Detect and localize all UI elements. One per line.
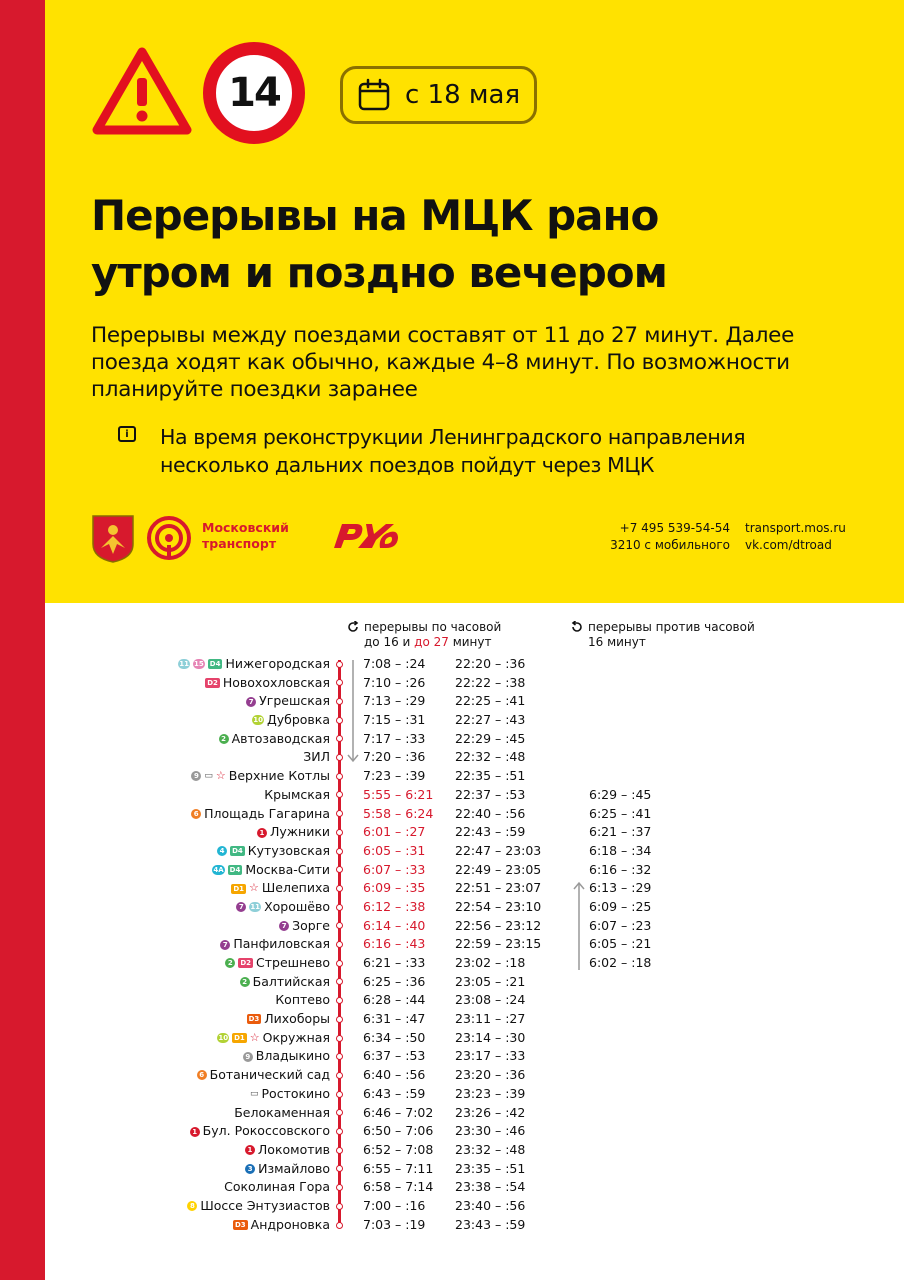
date-badge — [340, 66, 537, 124]
cw-header-part-b: до 27 — [414, 635, 449, 649]
station-dot — [336, 960, 343, 967]
contact-sites — [745, 520, 846, 554]
ccw-header-line-2: 16 минут — [588, 635, 646, 649]
station-name-cell — [212, 861, 330, 880]
station-dot — [336, 1203, 343, 1210]
line-badge-icon: 4 — [217, 846, 227, 856]
station-dot — [336, 1222, 343, 1229]
cw-evening-time: 22:56 – 23:12 — [455, 917, 542, 933]
station-name-cell — [190, 1122, 330, 1141]
ccw-morning-time: 6:02 – :18 — [589, 955, 652, 970]
station-name-cell — [279, 917, 330, 936]
table-row — [100, 1085, 800, 1104]
station-name: Стрешнево — [256, 955, 330, 970]
line-badge-icon: 4A — [213, 865, 224, 874]
line-badge-icon: D1 — [234, 1034, 245, 1043]
line-badge-icon: 11 — [250, 903, 261, 912]
site-transport: transport.mos.ru — [745, 521, 846, 535]
station-name: Крымская — [264, 786, 330, 802]
ccw-morning-time: 6:16 – :32 — [589, 861, 652, 877]
cw-evening-time: 23:30 – :46 — [455, 1123, 526, 1139]
cw-morning-time: 6:05 – :31 — [363, 842, 426, 858]
station-dot — [336, 717, 343, 724]
station-name-cell — [250, 1085, 330, 1104]
station-dot — [336, 848, 343, 855]
line-badge-icon: D2 — [207, 679, 218, 688]
ccw-header — [588, 620, 755, 650]
station-dot — [336, 1072, 343, 1079]
station-name: Панфиловская — [233, 936, 330, 952]
table-row — [100, 1141, 800, 1160]
line-badge-icon: 10 — [253, 716, 263, 725]
cw-morning-time: 5:55 – 6:21 — [363, 786, 434, 802]
table-row — [100, 1104, 800, 1123]
line-badge-icon: 3 — [245, 1164, 255, 1174]
station-name: Хорошёво — [264, 898, 330, 914]
table-row — [100, 786, 800, 805]
cw-evening-time: 22:27 – :43 — [455, 712, 526, 728]
cw-morning-time: 6:43 – :59 — [363, 1085, 426, 1101]
station-name-cell — [240, 973, 330, 992]
station-name: Белокаменная — [234, 1104, 330, 1120]
info-note-line-1: На время реконструкции Ленинградского направления — [160, 425, 746, 449]
cw-morning-time: 6:31 – :47 — [363, 1011, 426, 1027]
table-row — [100, 1197, 800, 1216]
cw-morning-time: 6:09 – :35 — [363, 880, 426, 896]
station-name-cell — [217, 842, 330, 861]
lead-line-2: поезда ходят как обычно, каждые 4–8 минут. По возможности — [91, 350, 790, 375]
train-icon: ▭ — [250, 1088, 259, 1099]
cw-morning-time: 6:37 – :53 — [363, 1048, 426, 1064]
station-name-cell — [303, 748, 330, 767]
cw-evening-time: 22:20 – :36 — [455, 656, 526, 671]
cw-morning-time: 7:20 – :36 — [363, 749, 426, 765]
moscow-coat-of-arms-icon — [91, 514, 135, 564]
cw-morning-time: 6:14 – :40 — [363, 917, 426, 933]
station-name-cell — [236, 898, 330, 917]
cw-header — [364, 620, 501, 650]
station-name: Лужники — [269, 824, 330, 840]
ccw-morning-time: 6:05 – :21 — [589, 936, 652, 952]
rzd-logo-icon — [328, 518, 402, 552]
moscow-transport-logo-icon — [146, 515, 192, 561]
station-name: Москва-Сити — [245, 861, 330, 877]
line-badge-icon: 10 — [218, 1034, 229, 1043]
table-row — [100, 973, 800, 992]
line-badge-icon: 15 — [194, 660, 204, 669]
station-name-cell — [245, 1141, 330, 1160]
station-dot — [336, 1016, 343, 1023]
cw-evening-time: 23:43 – :59 — [455, 1216, 526, 1232]
star-icon: ☆ — [249, 1030, 260, 1044]
cw-evening-time: 23:38 – :54 — [455, 1179, 526, 1195]
cw-evening-time: 23:05 – :21 — [455, 973, 526, 989]
station-name-cell — [219, 730, 330, 749]
line-badge-icon: 2 — [219, 734, 229, 744]
station-name-cell — [233, 1216, 330, 1235]
station-name: Зорге — [292, 917, 330, 933]
phone-main: +7 495 539-54-54 — [619, 521, 730, 535]
cw-evening-time: 23:11 – :27 — [455, 1011, 526, 1027]
sign-number: 14 — [228, 70, 280, 116]
cw-header-part-a: до 16 и — [364, 635, 415, 649]
line-badge-icon: 1 — [190, 1127, 200, 1137]
station-dot — [336, 698, 343, 705]
warning-icon — [92, 46, 192, 138]
ccw-morning-time: 6:29 – :45 — [589, 786, 652, 802]
station-name-cell — [197, 1066, 330, 1085]
station-dot — [336, 904, 343, 911]
station-name: Андроновка — [250, 1216, 330, 1232]
table-row — [100, 655, 800, 674]
lead-text — [91, 322, 881, 403]
cw-header-line-2 — [364, 635, 501, 650]
station-name-cell — [231, 879, 330, 898]
line-badge-icon: 9 — [243, 1052, 253, 1062]
site-vk: vk.com/dtroad — [745, 538, 832, 552]
station-name-cell — [187, 1197, 330, 1216]
cw-header-line-1: перерывы по часовой — [364, 620, 502, 634]
info-note — [160, 423, 860, 479]
date-label: с 18 мая — [405, 80, 521, 110]
ccw-header-line-1: перерывы против часовой — [588, 620, 755, 634]
cw-morning-time: 5:58 – 6:24 — [363, 805, 434, 821]
star-icon: ☆ — [249, 881, 259, 895]
table-row — [100, 991, 800, 1010]
station-dot — [336, 829, 343, 836]
table-row — [100, 692, 800, 711]
station-name-cell — [246, 692, 330, 711]
cw-evening-time: 22:37 – :53 — [455, 786, 526, 802]
phone-mobile: 3210 с мобильного — [610, 538, 730, 552]
brand-line-2: транспорт — [202, 536, 277, 551]
station-name: Дубровка — [266, 712, 330, 728]
station-name-cell — [225, 954, 330, 973]
cw-evening-time: 22:29 – :45 — [455, 730, 526, 746]
table-row — [100, 954, 800, 973]
cw-evening-time: 22:51 – 23:07 — [455, 880, 542, 896]
cw-evening-time: 22:49 – 23:05 — [455, 861, 542, 877]
line-badge-icon: D4 — [209, 660, 221, 669]
cw-morning-time: 7:23 – :39 — [363, 768, 426, 784]
station-name-cell — [275, 991, 330, 1010]
table-row — [100, 730, 800, 749]
line-badge-icon: D3 — [248, 1015, 260, 1024]
station-name: Верхние Котлы — [228, 768, 330, 784]
cw-morning-time: 6:34 – :50 — [363, 1029, 426, 1045]
cw-morning-time: 6:07 – :33 — [363, 861, 426, 877]
cw-morning-time: 6:55 – 7:11 — [363, 1160, 434, 1176]
road-sign-14 — [203, 42, 305, 144]
info-icon: i — [118, 426, 136, 442]
line-badge-icon: 8 — [187, 1201, 197, 1211]
table-row — [100, 935, 800, 954]
table-row — [100, 748, 800, 767]
train-icon: ▭ — [204, 771, 213, 782]
station-name: Окружная — [262, 1029, 330, 1045]
table-row — [100, 879, 800, 898]
station-name-cell — [245, 1160, 330, 1179]
station-name-cell — [205, 674, 330, 693]
cw-evening-time: 23:40 – :56 — [455, 1197, 526, 1213]
cw-evening-time: 23:02 – :18 — [455, 955, 526, 970]
line-badge-icon: 7 — [246, 697, 256, 707]
station-name: Нижегородская — [225, 656, 330, 671]
cw-evening-time: 22:59 – 23:15 — [455, 936, 542, 952]
ccw-morning-time: 6:18 – :34 — [589, 842, 652, 858]
cw-morning-time: 6:46 – 7:02 — [363, 1104, 434, 1120]
cw-morning-time: 6:40 – :56 — [363, 1067, 426, 1083]
station-name: Владыкино — [255, 1048, 330, 1064]
line-badge-icon: D1 — [233, 884, 245, 893]
table-row — [100, 711, 800, 730]
line-badge-icon: D2 — [240, 959, 252, 968]
cw-morning-time: 7:08 – :24 — [363, 656, 426, 671]
cw-evening-time: 22:54 – 23:10 — [455, 898, 542, 914]
moscow-transport-brand — [202, 520, 289, 552]
schedule-table — [100, 655, 800, 1234]
station-name-cell — [217, 1029, 330, 1048]
table-row — [100, 1047, 800, 1066]
table-row — [100, 898, 800, 917]
station-dot — [336, 941, 343, 948]
headline — [91, 187, 871, 301]
cw-morning-time: 7:15 – :31 — [363, 712, 426, 728]
station-name-cell — [234, 1104, 330, 1123]
cw-evening-time: 22:22 – :38 — [455, 674, 526, 690]
cw-morning-time: 6:58 – 7:14 — [363, 1179, 434, 1195]
table-row — [100, 1122, 800, 1141]
cw-evening-time: 23:17 – :33 — [455, 1048, 526, 1064]
station-dot — [336, 1147, 343, 1154]
station-dot — [336, 1128, 343, 1135]
brand-line-1: Московский — [202, 520, 289, 535]
station-name: Кутузовская — [247, 842, 330, 858]
station-name: Коптево — [275, 992, 330, 1008]
station-dot — [336, 885, 343, 892]
cw-evening-time: 23:20 – :36 — [455, 1067, 526, 1083]
table-row — [100, 674, 800, 693]
table-row — [100, 805, 800, 824]
table-row — [100, 1178, 800, 1197]
cw-header-part-c: минут — [448, 635, 492, 649]
line-badge-icon: 2 — [225, 958, 235, 968]
line-badge-icon: 9 — [191, 771, 201, 781]
table-row — [100, 842, 800, 861]
station-name-cell — [191, 805, 330, 824]
cw-morning-time: 6:16 – :43 — [363, 936, 426, 952]
station-name: Соколиная Гора — [224, 1179, 330, 1195]
cw-morning-time: 7:13 – :29 — [363, 693, 426, 709]
cw-morning-time: 6:12 – :38 — [363, 898, 426, 914]
cw-morning-time: 7:00 – :16 — [363, 1197, 426, 1213]
ccw-morning-time: 6:25 – :41 — [589, 805, 652, 821]
line-badge-icon: 7 — [279, 921, 289, 931]
cw-evening-time: 23:08 – :24 — [455, 992, 526, 1008]
table-row — [100, 1160, 800, 1179]
contact-phones — [560, 520, 730, 554]
station-name: Лихоборы — [264, 1011, 330, 1027]
station-name-cell — [264, 786, 330, 805]
star-icon: ☆ — [215, 769, 226, 783]
table-row — [100, 1029, 800, 1048]
station-name: Балтийская — [252, 973, 330, 989]
station-name: Шоссе Энтузиастов — [200, 1197, 330, 1213]
cw-evening-time: 23:23 – :39 — [455, 1085, 526, 1101]
station-name: Новохохловская — [222, 674, 330, 690]
cw-evening-time: 23:35 – :51 — [455, 1160, 526, 1176]
clockwise-arrow-icon — [347, 621, 359, 633]
cw-morning-time: 6:25 – :36 — [363, 973, 426, 989]
cw-evening-time: 23:26 – :42 — [455, 1104, 526, 1120]
station-name: ЗИЛ — [303, 749, 330, 765]
cw-evening-time: 22:32 – :48 — [455, 749, 526, 765]
cw-evening-time: 22:47 – 23:03 — [455, 842, 542, 858]
station-name: Ростокино — [261, 1085, 330, 1101]
cw-evening-time: 23:32 – :48 — [455, 1141, 526, 1157]
line-badge-icon: D4 — [232, 847, 243, 856]
table-row — [100, 861, 800, 880]
station-dot — [336, 1091, 343, 1098]
table-row — [100, 1066, 800, 1085]
line-badge-icon: 1 — [245, 1145, 255, 1155]
station-dot — [336, 661, 343, 668]
line-badge-icon: 11 — [179, 660, 190, 669]
line-badge-icon: 1 — [257, 828, 267, 838]
station-name: Локомотив — [257, 1141, 330, 1157]
station-dot — [336, 773, 343, 780]
station-name-cell — [257, 823, 330, 842]
station-name-cell — [247, 1010, 330, 1029]
table-row — [100, 767, 800, 786]
cw-morning-time: 7:03 – :19 — [363, 1216, 426, 1232]
station-dot — [336, 1035, 343, 1042]
station-name: Автозаводская — [231, 730, 330, 746]
cw-morning-time: 6:28 – :44 — [363, 992, 426, 1008]
station-name-cell — [243, 1047, 330, 1066]
ccw-morning-time: 6:07 – :23 — [589, 917, 652, 933]
station-dot — [336, 754, 343, 761]
line-badge-icon: 7 — [220, 940, 230, 950]
lead-line-1: Перерывы между поездами составят от 11 до 27 минут. Далее — [91, 323, 794, 348]
left-red-strip — [0, 0, 45, 1280]
info-note-line-2: несколько дальних поездов пойдут через МЦК — [160, 453, 655, 477]
station-name: Ботанический сад — [209, 1067, 330, 1083]
station-name-cell — [224, 1178, 330, 1197]
ccw-morning-time: 6:21 – :37 — [589, 824, 652, 840]
table-row — [100, 917, 800, 936]
station-name: Бул. Рокоссовского — [202, 1123, 330, 1139]
cw-evening-time: 22:40 – :56 — [455, 805, 526, 821]
cw-morning-time: 6:01 – :27 — [363, 824, 426, 840]
lead-line-3: планируйте поездки заранее — [91, 377, 418, 402]
station-name: Измайлово — [258, 1160, 330, 1176]
table-row — [100, 1010, 800, 1029]
cw-evening-time: 22:43 – :59 — [455, 824, 526, 840]
cw-evening-time: 23:14 – :30 — [455, 1029, 526, 1045]
station-name: Угрешская — [259, 693, 330, 709]
calendar-icon — [357, 78, 391, 112]
cw-evening-time: 22:35 – :51 — [455, 768, 526, 784]
ccw-morning-time: 6:09 – :25 — [589, 898, 652, 914]
cw-morning-time: 7:10 – :26 — [363, 674, 426, 690]
cw-morning-time: 7:17 – :33 — [363, 730, 426, 746]
cw-morning-time: 6:50 – 7:06 — [363, 1123, 434, 1139]
station-name-cell — [252, 711, 330, 730]
cw-morning-time: 6:52 – 7:08 — [363, 1141, 434, 1157]
line-badge-icon: 2 — [240, 977, 250, 987]
line-badge-icon: D3 — [234, 1220, 246, 1229]
headline-line-1: Перерывы на МЦК рано — [91, 191, 659, 240]
counterclockwise-arrow-icon — [571, 621, 583, 633]
cw-evening-time: 22:25 – :41 — [455, 693, 526, 709]
headline-line-2: утром и поздно вечером — [91, 248, 667, 297]
station-name: Шелепиха — [261, 880, 330, 896]
line-badge-icon: 7 — [236, 902, 246, 912]
line-badge-icon: D4 — [229, 865, 241, 874]
table-row — [100, 823, 800, 842]
line-badge-icon: 6 — [191, 809, 201, 819]
table-row — [100, 1216, 800, 1235]
cw-morning-time: 6:21 – :33 — [363, 955, 426, 970]
station-name-cell — [220, 935, 330, 954]
station-name: Площадь Гагарина — [204, 805, 330, 821]
station-name-cell — [178, 655, 330, 674]
ccw-morning-time: 6:13 – :29 — [589, 880, 652, 896]
line-badge-icon: 6 — [197, 1070, 207, 1080]
station-name-cell — [191, 767, 330, 786]
